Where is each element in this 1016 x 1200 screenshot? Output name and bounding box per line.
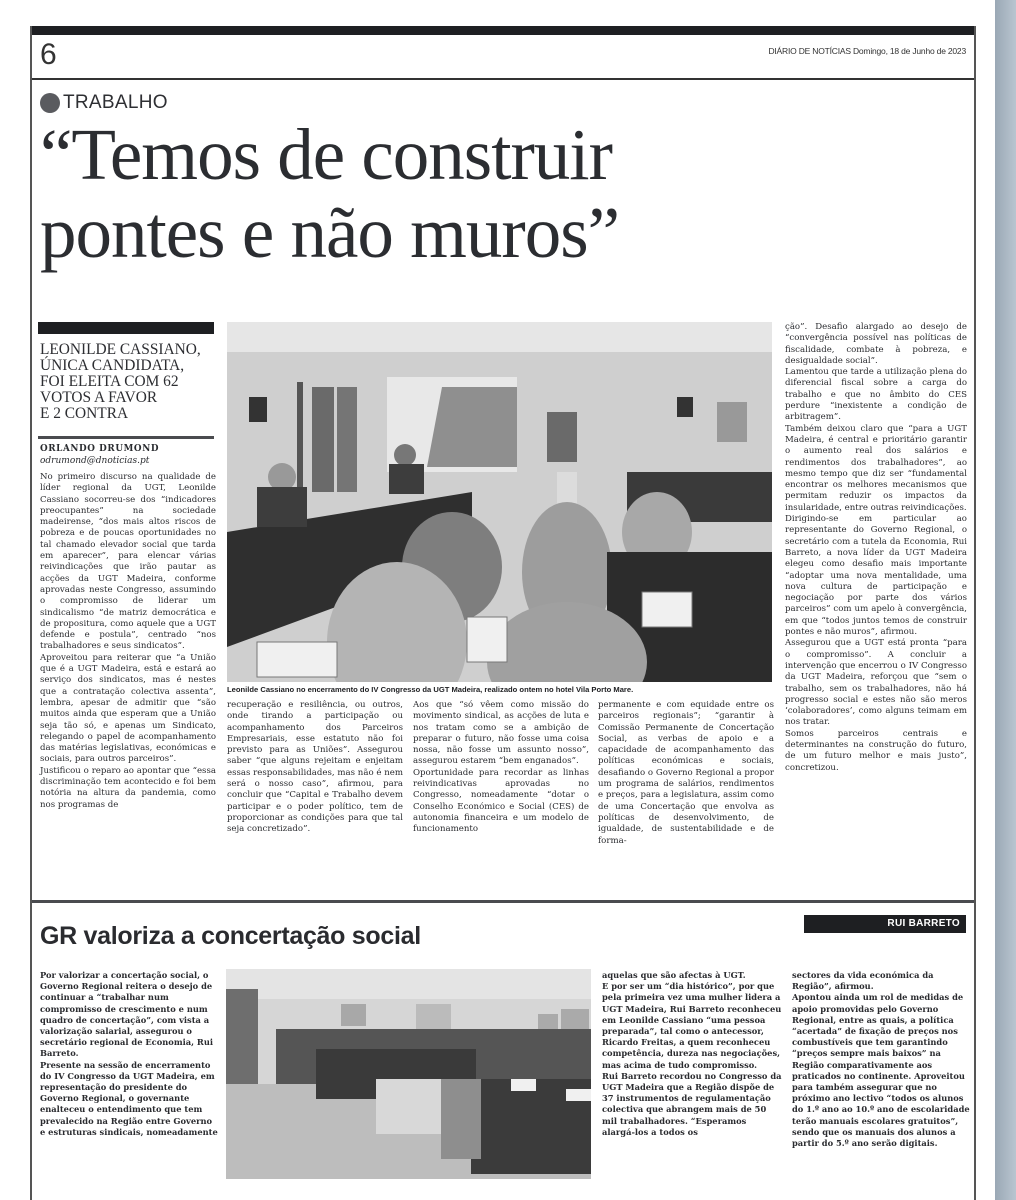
deck-line: LEONILDE CASSIANO, — [40, 341, 201, 358]
photo-caption: Leonilde Cassiano no encerramento do IV Congresso da UGT Madeira, realizado ontem no hotel Vila Porto Mare. — [227, 685, 634, 694]
secondary-headline: GR valoriza a concertação social — [40, 922, 421, 950]
paragraph: Apontou ainda um rol de medidas de apoio promovidas pelo Governo Regional, entre as quais, a política “acertada” de fixação de preços nos combustíveis que tem garantindo “preços sempre mais baixos” na Região comparativamente aos praticados no continente. Aproveitou para também assegurar que no próximo ano lectivo “todos os alunos do 1.º ano ao 10.º ano de escolaridade terão manuais escolares gratuitos”, sendo que os manuais dos alunos a partir do 5.º ano serão digitais. — [792, 992, 970, 1149]
headline-line-1: “Temos de construir — [40, 114, 612, 195]
masthead: DIÁRIO DE NOTÍCIAS Domingo, 18 de Junho de 2023 — [768, 46, 966, 56]
deck-line: ÚNICA CANDIDATA, — [40, 357, 185, 374]
deck-divider — [38, 436, 214, 439]
paragraph: Aproveitou para reiterar que “a União que é a UGT Madeira, está e estará ao serviço dos sindicatos, mas é nestes que a contratação colectiva assenta”, lembra, apesar de admitir que “são muitos ainda que esperam que a União seja tão só, e apenas um Sindicato, relegando o papel de acompanhamento das matérias legislativas, económicas e sociais, para outros parceiros”. — [40, 652, 216, 765]
sidebar-column-1 — [40, 970, 220, 1138]
paragraph: No primeiro discurso na qualidade de líder regional da UGT, Leonilde Cassiano socorreu-se dos “indicadores preocupantes” na sociedade madeirense, “dos mais altos riscos de pobreza e de poucas oportunidades no tal chamado elevador social que tarda em aparecer”, para elencar várias reivindicações que irão pautar as acções da UGT Madeira, conforme aprovadas neste Congresso, assumindo o compromisso de liderar um sindicalismo “de matriz democrática e de propositura, como aquele que a UGT defende e postula”, centrado “nos trabalhadores e seus sindicatos”. — [40, 472, 216, 652]
headline-line-2: pontes e não muros” — [40, 192, 620, 273]
newspaper-page — [30, 26, 976, 1200]
section-label — [40, 92, 168, 114]
deck-bar — [38, 322, 214, 334]
paragraph: Lamentou que tarde a utilização plena do diferencial fiscal sobre a carga do trabalho e que no âmbito do CES perdure “inexistente a condição de arbitragem”. — [785, 367, 967, 423]
article-column-3 — [413, 700, 589, 836]
paragraph: Oportunidade para recordar as linhas reivindicativas aprovadas no Congresso, nomeadamente “dotar o Conselho Económico e Social (CES) de autonomia financeira e um modelo de funcionamento — [413, 767, 589, 835]
section-name: TRABALHO — [63, 92, 168, 113]
section-bullet-icon — [40, 93, 60, 113]
conference-photo-image — [227, 322, 772, 682]
deck-line: E 2 CONTRA — [40, 405, 129, 422]
sidebar-column-3 — [792, 970, 972, 1149]
author-name: ORLANDO DRUMOND — [40, 444, 160, 454]
conference-photo — [227, 322, 772, 682]
paragraph: E por ser um “dia histórico”, por que pela primeira vez uma mulher lidera a UGT Madeira, Rui Barreto reconheceu em Leonilde Cassiano “uma pessoa preparada”, tal como o antecessor, Ricardo Freitas, a quem reconheceu competência, dureza nas negociações, mas acima de tudo compromisso. — [602, 981, 782, 1070]
article-column-4 — [598, 700, 774, 847]
sidebar-column-2 — [602, 970, 782, 1138]
paragraph: sectores da vida económica da Região”, afirmou. — [792, 970, 934, 992]
paragraph: aquelas que são afectas à UGT. — [602, 970, 746, 980]
paragraph: Também deixou claro que “para a UGT Madeira, é central e prioritário garantir o aumento real dos salários e rendimentos dos trabalhadores”, ao mesmo tempo que diz ser “fundamental encontrar os melhores mecanismos que permitam reduzir os impactos da insularidade, entre outras reivindicações. — [785, 423, 967, 513]
header-divider — [32, 78, 974, 80]
paragraph: Rui Barreto recordou no Congresso da UGT Madeira que a Região dispõe de 37 instrumentos de regulamentação colectiva que abrangem mais de 50 mil trabalhadores. “Esperamos alargá-los a todos os — [602, 1070, 782, 1137]
paragraph: ção”. Desafio alargado ao desejo de “convergência possível nas políticas de fiscalidade, combate à pobreza, e desigualdade social”. — [785, 322, 967, 366]
article-column-1 — [40, 472, 216, 811]
paragraph: Dirigindo-se em particular ao representante do Governo Regional, o secretário com a tutela da Economia, Rui Barreto, a nova líder da UGT Madeira elegeu como desafio mais importante “adoptar uma nova mentalidade, uma nova cultura de participação e negociação por parte dos vários parceiros” com um apelo à convergência, em que “todos juntos temos de construir pontes e não muros”, afirmou. — [785, 514, 967, 638]
article-divider — [32, 900, 974, 903]
article-column-5 — [785, 322, 967, 774]
deck-line: FOI ELEITA COM 62 — [40, 373, 179, 390]
paragraph: Por valorizar a concertação social, o Governo Regional reitera o desejo de continuar a “trabalhar num compromisso de crescimento e num quadro de concertação”, com vista a valorização salarial, assegurou o secretário regional de Economia, Rui Barreto. — [40, 970, 213, 1059]
paragraph: Somos parceiros centrais e determinantes na construção do futuro, de um futuro melhor e mais justo”, concretizou. — [785, 728, 967, 773]
article-column-2 — [227, 700, 403, 836]
author-email[interactable]: odrumond@dnoticias.pt — [40, 456, 150, 466]
top-rule — [32, 26, 974, 35]
topic-tag: RUI BARRETO — [804, 915, 966, 933]
viewer-side-strip — [995, 0, 1016, 1200]
main-headline — [40, 116, 970, 272]
paragraph: permanente e com equidade entre os parceiros regionais”; “garantir à Comissão Permanente de Concertação Social, as verbas de apoio e a capacidade de acompanhamento das políticas económicas e sociais, desafiando o Governo Regional a propor um programa de salários, rendimentos e preços, para a legislatura, assim como de uma Concertação que envolva as políticas de desenvolvimento, de igualdade, de sustentabilidade e de forma- — [598, 700, 774, 846]
paragraph: Aos que “só vêem como missão do movimento sindical, as acções de luta e nos tratam como se a ambição de preparar o futuro, não fosse uma coisa nossa, não fosse um assunto nosso”, assegurou estarem “bem enganados”. — [413, 700, 589, 767]
paragraph: Presente na sessão de encerramento do IV Congresso da UGT Madeira, em representação do presidente do Governo Regional, o governante enalteceu o entendimento que tem prevalecido na Região entre Governo e estruturas sindicais, nomeadamente — [40, 1059, 218, 1137]
paragraph: Assegurou que a UGT está pronta “para o compromisso”. A concluir a intervenção que encerrou o IV Congresso da UGT Madeira, reforçou que “sem o trabalho, sem os trabalhadores, não há progresso social e estes não são meros ‘colaboradores’, como alguns teimam em nos tratar. — [785, 638, 967, 728]
page-number: 6 — [40, 38, 57, 71]
audience-photo — [226, 969, 591, 1179]
paragraph: Justificou o reparo ao apontar que “essa discriminação tem acontecido e foi bem notória na altura da pandemia, como nos programas de — [40, 765, 216, 810]
deck — [40, 342, 218, 422]
paragraph: recuperação e resiliência, ou outros, onde tirando a participação ou acompanhamento dos Parceiros Empresariais, esse estatuto não foi previsto para as Uniões”. Assegurou saber “que alguns rejeitam e enjeitam essas responsabilidades, mas não é nem será o nosso caso”, afirmou, para concluir que “Capital e Trabalho devem participar e o poder político, tem de proporcionar as condições para que tal seja concretizado”. — [227, 700, 403, 835]
audience-photo-image — [226, 969, 591, 1179]
deck-line: VOTOS A FAVOR — [40, 389, 158, 406]
